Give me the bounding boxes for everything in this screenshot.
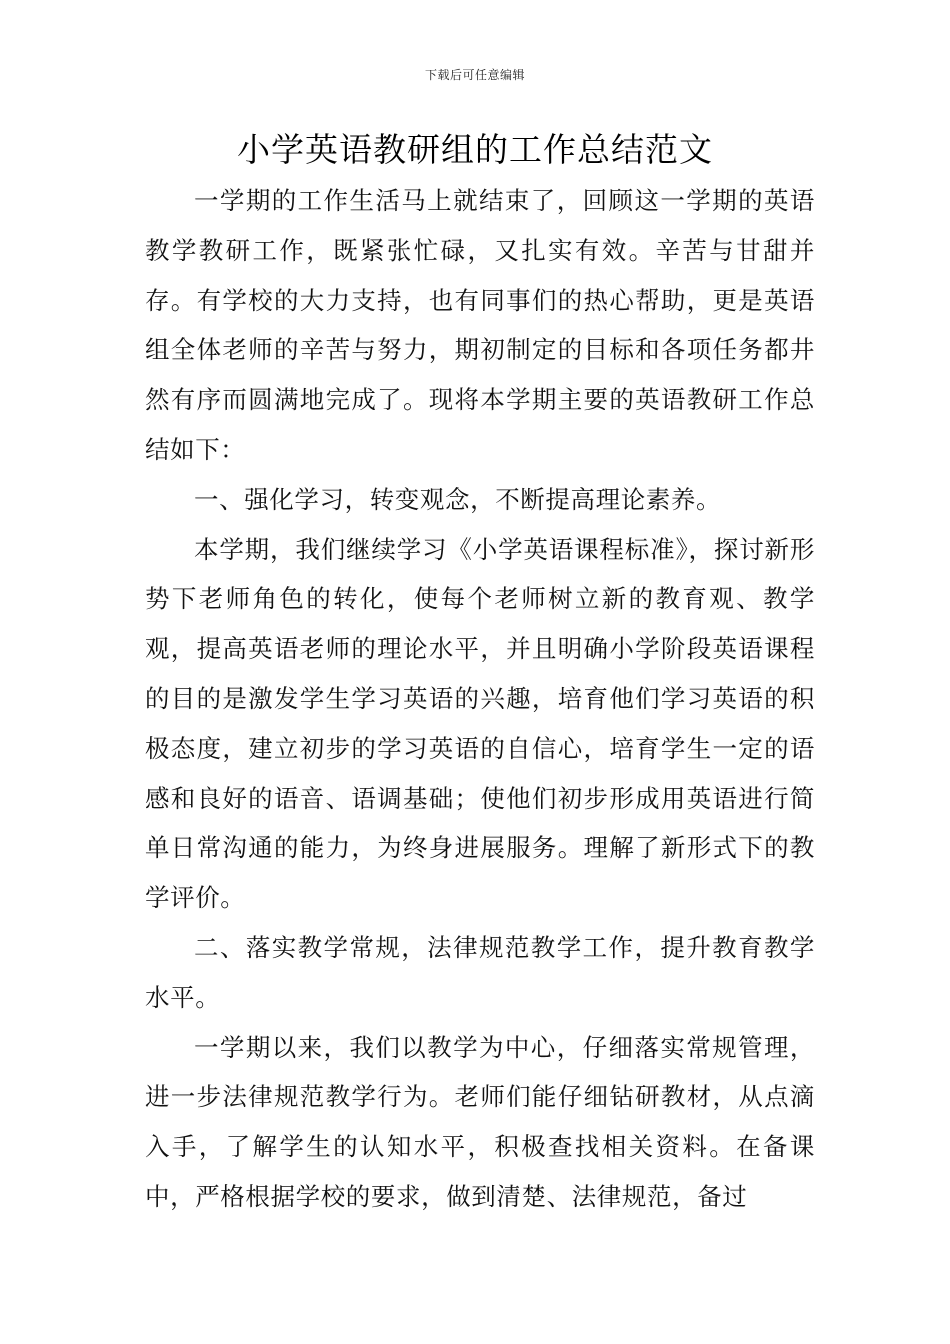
- paragraph-section-2: 一学期以来，我们以教学为中心，仔细落实常规管理，进一步法律规范教学行为。老师们能仔细钻研教材，从点滴入手，了解学生的认知水平，积极查找相关资料。在备课中，严格根据学校的要求，做到清楚、法律规范，备过: [145, 1032, 815, 1211]
- paragraph-intro: 一学期的工作生活马上就结束了，回顾这一学期的英语教学教研工作，既紧张忙碌，又扎实有效。辛苦与甘甜并存。有学校的大力支持，也有同事们的热心帮助，更是英语组全体老师的辛苦与努力，期初制定的目标和各项任务都井然有序而圆满地完成了。现将本学期主要的英语教研工作总结如下：: [145, 186, 815, 464]
- section-heading-1: 一、强化学习，转变观念，不断提高理论素养。: [194, 484, 722, 514]
- document-title: 小学英语教研组的工作总结范文: [237, 130, 713, 169]
- section-heading-2: 二、落实教学常规，法律规范教学工作，提升教育教学水平。: [145, 932, 815, 1012]
- header-note: 下载后可任意编辑: [424, 68, 525, 82]
- document-body: [145, 176, 815, 1222]
- paragraph-section-1: 本学期，我们继续学习《小学英语课程标准》，探讨新形势下老师角色的转化，使每个老师树立新的教育观、教学观，提高英语老师的理论水平，并且明确小学阶段英语课程的目的是激发学生学习英语的兴趣，培育他们学习英语的积极态度，建立初步的学习英语的自信心，培育学生一定的语感和良好的语音、语调基础；使他们初步形成用英语进行简单日常沟通的能力，为终身进展服务。理解了新形式下的教学评价。: [145, 534, 815, 913]
